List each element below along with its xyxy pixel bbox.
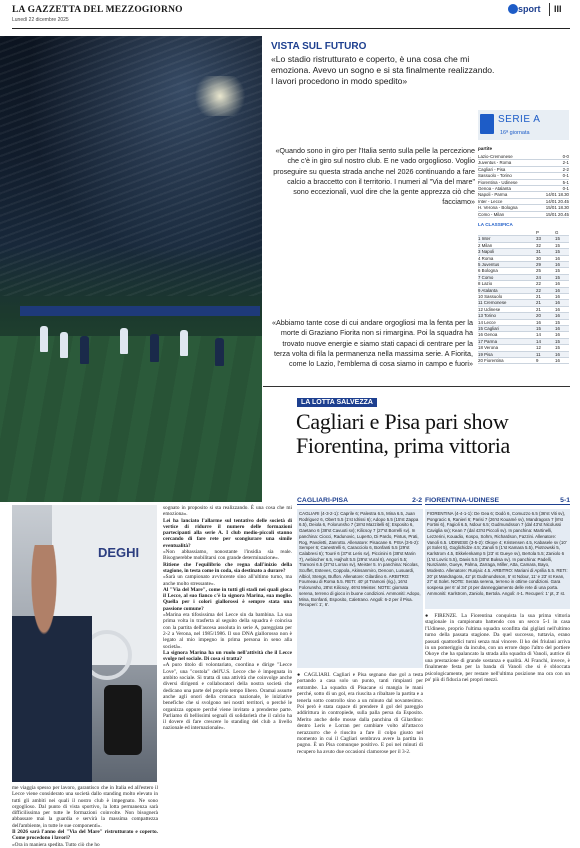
serie-a-title: SERIE A xyxy=(498,114,541,125)
standings-team: 16 Genoa xyxy=(478,332,498,338)
result-score: 2-2 xyxy=(562,166,569,172)
interview-question: Al "Via del Mare", come in tutti gli stadi nei quali gioca il Lecce, al suo fianco c'è la signora Marina, sua moglie. Quella per i colori giallorossi è sempre stata una passione comune? xyxy=(163,586,292,612)
standings-played: 16 xyxy=(555,294,560,299)
serie-a-logo-icon xyxy=(480,114,494,134)
standings-points: 14 xyxy=(536,338,541,344)
standings-points: 22 xyxy=(536,281,541,287)
standings-team: 8 Lazio xyxy=(478,281,493,287)
interview-column xyxy=(12,785,158,848)
interview-answer: «A puro titolo di volontariato, coordina e dirige "Lecce Love", una "costola" dell'U.S. Lecce che è impegnata in ambito sociale. Si tratta di una attività che coinvolge anche diversi dirigenti e collaboratori della nostra società che dedicano una parte del proprio tempo libero. Oramai assurte anche agli onori della cronaca nazionale, le iniziative benefiche che si svolgono nei nostri territori, o perché le organizza oppure perché viene invitato a prenderne parte. Parliamo di bellissimi segnali di solidarietà che il calcio ha il dovere di fare crescere lo standing del club a livello nazionale ed internazionale». xyxy=(163,662,292,732)
standings-points: 20 xyxy=(536,313,541,319)
result-row xyxy=(478,212,569,218)
result-score: 5-1 xyxy=(562,179,569,185)
stadium-photo xyxy=(0,36,262,502)
standings-team: 10 Sassuolo xyxy=(478,294,503,299)
standings-played: 15 xyxy=(555,242,560,248)
interview-answer: «Sarà un campionato avvincente sino all'ultimo turno, ma anche molto stressante». xyxy=(163,574,292,587)
result-score: 0-1 xyxy=(562,173,569,179)
match-score: 5-1 xyxy=(560,497,570,504)
pull-quote: «Quando sono in giro per l'Italia sento sulla pelle la percezione che c'è in giro sul nostro club. E ne vado orgoglioso. Voglio proseguire su questa strada anche nel 2026 continuando a fare calcio a braccetto con il territorio. I numeri al "Via del mare" sono eccezionali, vuol dire che la gente apprezza ciò che facciamo» xyxy=(273,146,475,207)
gazzetta-logo-icon xyxy=(508,4,518,14)
standings-points: 25 xyxy=(536,268,541,274)
standings-points: 31 xyxy=(536,249,541,255)
serie-a-round: 16ª giornata xyxy=(500,130,530,136)
result-match: Como - Milan xyxy=(478,211,505,217)
speaker-figure xyxy=(12,545,92,782)
interview-column xyxy=(163,505,292,732)
newspaper-title: LA GAZZETTA DEL MEZZOGIORNO xyxy=(12,5,183,15)
result-score: 15/01 20.45 xyxy=(545,211,569,217)
match-report-box: FIORENTINA (4-4-1-1): De Gea 6; Dodò 6, Comuzzo 6.5 (36'st Viti sv), Pongracic 6, Ranieri 6; Parisi 7 (26'st Kouamé sv), Mandragora 7 (8'st Fortini 6), Fagioli 6.5, Ndour 6.5; Gudmundsson 7 (dal 43'st Nicolussi Caviglia sv); Kean 7 (dal 43'st Piccoli sv). In panchina: Martinelli, Lezzerini, Kouadio, Kospo, Sohm, Richardson, Fazzini. Allenatore: Vanoli 6.5. UDINESE (3-5-2): Okoye 4; Kristensen 4.5, Kabasele sv (10' pt Solet 5), Goglichidze 4.5; Zanoli 5 (1'st Kamara 5.5), Piotrowski 5, Karlstrom 4.5, Ekkelenkamp 5 (23' st Gueye sv), Bertola 5.5; Zaniolo 6 (1'st Lovric 5.5), Davis 5.5 (30'st Buksa sv). In panchina: Padelli, Nunziante, Gueye, Palma, Zarraga, Miller, Atta, Camara, Bayo, Modesto. Allenatore: Runjaic 4.5. ARBITRO: Mariani di Aprilia 5.5. RETI: 20' pt Mandragora, 42' pt Gudmundsson, 5' st Ndour, 11' e 23' st Kean, 27' st Solet. NOTE: Serata serena, terreno in ottime condizioni. Gara sospesa per 6' al 34' pt per danneggiamento delle rete di una porta. Ammoniti: Karlstrom, Zaniolo, Bertola. Angoli: 4-1. Recuperi: 1' pt, 3' st. xyxy=(425,509,570,609)
microphone-icon xyxy=(104,685,142,755)
header-rule xyxy=(12,28,570,29)
interview-question: La signora Marina ha un ruolo nell'attività che il Lecce svolge nel sociale. Di cosa si tratta? xyxy=(163,649,292,663)
feature-lead-quote: «Lo stadio ristrutturato e coperto, è una cosa che mi emoziona. Avevo un sogno e si sta finalmente realizzando. I lavori procedono in modo spedito» xyxy=(271,54,495,86)
result-score: 2-1 xyxy=(562,160,569,166)
standings-points: 16 xyxy=(536,319,541,325)
standings-team: 19 Pisa xyxy=(478,351,493,357)
standings-points: 21 xyxy=(536,306,541,312)
advertising-board xyxy=(20,306,260,316)
standings-team: 2 Milan xyxy=(478,242,493,248)
standings-points: 21 xyxy=(536,294,541,299)
result-match: Genoa - Atalanta xyxy=(478,186,511,191)
standings-points: 21 xyxy=(536,300,541,306)
standings-points: 29 xyxy=(536,262,541,267)
standings-row xyxy=(478,358,569,364)
standings-played: 16 xyxy=(555,358,560,363)
serie-a-header xyxy=(478,110,569,140)
result-score: 14/01 18.30 xyxy=(545,192,569,198)
player-figure xyxy=(120,328,128,354)
section-label: sport xyxy=(518,4,541,14)
stadium-lights xyxy=(190,76,250,116)
match-report-box: CAGLIARI (4-3-2-1): Caprile 6; Palestra 6.5, Mina 6.5, Juan Rodriguez 6, Obert 5.5 (1'st Idrissi 6); Adopo 5.5 (15'st Zappa 6.5), Deiola 6, Folorunsho 7 (18'st Mazzitelli 6); Esposito 6, Gaetano 6 (38'st Cavuoti sv); Kilicsoy 7 (27'st Borrelli sv). In panchina: Ciocci, Radunovic, Luperto, Di Pardo, Pintus, Prati, Rog, Pavoletti, Zanrotto. Allenatore: Pisacane 6. PISA (3-5-2): Semper 6; Canestrelli 6, Caracciolo 6, Bonfanti 5.5 (29'st Calabresi 6); Touré 6 (37'st Leris sv), Piccinini 6 (38'st Marin 7), Aebischer 6.5, Højholt 5.5 (29'st Vural 6), Angori 5.5; Tramoni 6.5 (37'st Lorran sv), Meister 5. In panchina: Nicolas, Scuffet, Esteves, Coppola, Akinsanmiro, Denoon, Lusuardi, Albiol, Stengs, Buffon. Allenatore: Gilardino 6. ARBITRO: Fourneau di Roma 5.5. RETI: 40' pt Tramoni (rig.), 16'st Folorunsho, 28'st Kilicsoy, 46'st Meister. NOTE: giornata serena, terreno di gioco in buone condizioni. Ammoniti: Adopo, Mina, Bonfanti, Esposito, Caletrano. Angoli: 6-2 per il Pisa. Recuperi: 1', 6'. xyxy=(297,509,423,668)
standings-team: 6 Bologna xyxy=(478,268,498,274)
standings-played: 15 xyxy=(555,338,560,344)
result-match: Lazio-Cremonese xyxy=(478,154,513,159)
stadium-stands xyxy=(0,36,262,296)
standings-played: 15 xyxy=(555,268,560,274)
result-score: 0-0 xyxy=(562,154,569,159)
result-score: 0-1 xyxy=(562,186,569,191)
article-kicker: LA LOTTA SALVEZZA xyxy=(297,398,377,407)
article-body: ● FIRENZE. La Fiorentina conquista la sua prima vittoria stagionale in campionato battendo con un secco 5-1 in casa l'Udinese, proprio l'ultima squadra sconfitta dai gigliati nell'ultimo turno della passata stagione. Da quel successo, tuttavia, erano passati quattordici turni senza mai vincere. Il ko dei friulani arriva in un pomeriggio da incubo, con un errore dopo l'altro del portiere Okoye che ha spalancato la strada alla squadra di Vanoli, autrice di una prestazione di grande sostanza e qualità. Al Franchi, invece, è finalmente festa per la banda di Vanoli che si è sbloccata psicologicamente, per restare nell'ultima posizione ma ora con un po' più di fiducia nei propri mezzi. xyxy=(425,613,570,684)
standings-team: 3 Napoli xyxy=(478,249,495,255)
standings-played: 16 xyxy=(555,300,560,306)
standings-points: 12 xyxy=(536,345,541,351)
standings-col-points: P xyxy=(536,230,539,235)
standings-points: 24 xyxy=(536,274,541,280)
standings-played: 16 xyxy=(555,351,560,357)
standings-played: 16 xyxy=(555,262,560,267)
page-number: III xyxy=(554,4,562,14)
result-match: Cagliari - Pisa xyxy=(478,166,506,172)
issue-date: Lunedì 22 dicembre 2025 xyxy=(12,17,69,23)
standings-played: 16 xyxy=(555,313,560,319)
result-match: Fiorentina - Udinese xyxy=(478,179,518,185)
interview-answer: «Marina era tifosissima del Lecce sin da bambina. La sua prima volta in trasferta al seguito della squadra è coincisa con la partita dell'ascesa assoluta in serie A, pareggiata per 2-2 a Verona, nel 1985/1986. Il suo DNA giallorosso non è legato al mio impegno in prima persona in seno alla società». xyxy=(163,612,292,650)
standings-team: 17 Parma xyxy=(478,338,498,344)
interview-question: Lei ha lanciato l'allarme sul tentativo delle società di vertice di ridurre il numero delle formazioni partecipanti alla serie A. I club medio-piccoli stanno cercando di fare rete per scongiurare una simile eventualità? xyxy=(163,517,292,549)
interview-question: Ritiene che l'equilibrio che regna dall'inizio della stagione, in testa come in coda, sia destinato a durare? xyxy=(163,561,292,574)
standings-played: 15 xyxy=(555,236,560,242)
standings-col-played: G xyxy=(555,230,559,235)
player-figure xyxy=(215,338,224,366)
match-name: FIORENTINA-UDINESE xyxy=(425,497,500,504)
standings-played: 16 xyxy=(555,326,560,331)
standings-team: 12 Udinese xyxy=(478,306,501,312)
standings-points: 22 xyxy=(536,287,541,293)
standings-points: 15 xyxy=(536,326,541,331)
player-figure xyxy=(80,336,89,364)
president-photo xyxy=(12,505,157,782)
player-figure xyxy=(40,326,48,352)
pull-quote: «Abbiamo tante cose di cui andare orgogliosi ma la fenta per la morte di Graziano Fiorita non si rimargina. Poi la squadra ha trovato nuove energie e siamo stati capaci di centrare per la terza volta di fila la permanenza nella massima serie. A Fiorita, come lo Lazio, l'emblema di cosa siamo in campo e fuori» xyxy=(272,318,473,369)
standings-team: 1 Inter xyxy=(478,236,491,242)
standings-team: 18 Verona xyxy=(478,345,499,351)
section-rule xyxy=(263,386,570,387)
player-figure xyxy=(60,332,68,358)
result-match: Inter - Lecce xyxy=(478,198,503,204)
standings-label: LA CLASSIFICA xyxy=(478,222,513,227)
article-headline: Cagliari e Pisa pari show Fiorentina, prima vittoria xyxy=(296,409,510,458)
player-figure xyxy=(180,330,188,356)
interview-answer: «Ora in maniera spedita. Tutto ciò che ho xyxy=(12,841,100,848)
standings-team: 14 Lecce xyxy=(478,319,496,325)
match-name: CAGLIARI-PISA xyxy=(297,497,348,504)
result-score: 15/01 18.30 xyxy=(545,205,569,211)
player-figure xyxy=(150,334,159,362)
standings-played: 16 xyxy=(555,255,560,261)
standings-played: 16 xyxy=(555,306,560,312)
standings-points: 14 xyxy=(536,332,541,338)
standings-played: 15 xyxy=(555,345,560,351)
interview-answer: «Non abbassiamo, nonostante l'insidia sia reale. Bisognerebbe mobilitarsi con grande determinazione». xyxy=(163,549,292,562)
standings-team: 9 Atalanta xyxy=(478,287,498,293)
standings-played: 16 xyxy=(555,281,560,287)
interview-answer: sognato in proposito si sta realizzando. È una cosa che mi emoziona». xyxy=(163,505,292,518)
match-box-title xyxy=(425,497,570,505)
standings-played: 16 xyxy=(555,287,560,293)
serie-a-table xyxy=(478,110,569,374)
standings-played: 16 xyxy=(555,332,560,338)
interview-answer: me viaggia spesso per lavoro, garantisco che in Italia ed all'estero il Lecce viene considerato una società dallo standing molto elevato in tutti gli ambiti nei quali il nostro club è impegnato. Ne sono orgoglioso. Dal punto di vista sportivo, la lotta permanenza sarà difficilissima per tutte le formazioni coinvolte. Non bisognerà abbassare mai la guardia e servirà la massima compattezza dell'ambiente, in tutte le sue componenti». xyxy=(12,785,158,829)
result-match: Napoli - Parma xyxy=(478,192,508,198)
match-box-title xyxy=(297,497,422,505)
standings-team: 20 Fiorentina xyxy=(478,358,504,363)
standings-points: 9 xyxy=(536,358,539,363)
result-match: Sassuolo - Torino xyxy=(478,173,512,179)
standings-points: 30 xyxy=(536,255,541,261)
feature-kicker: VISTA SUL FUTURO xyxy=(271,41,367,52)
standings-points: 11 xyxy=(536,351,541,357)
standings-team: 11 Cremonese xyxy=(478,300,507,306)
result-match: Juventus - Roma xyxy=(478,160,512,166)
standings-team: 4 Roma xyxy=(478,255,494,261)
match-score: 2-2 xyxy=(412,497,422,504)
result-score: 14/01 20.45 xyxy=(545,198,569,204)
standings-team: 5 Juventus xyxy=(478,262,500,267)
interview-question: Il 2026 sarà l'anno del "Via del Mare" ristrutturato e coperto. Come procedono i lavori? xyxy=(12,829,158,842)
standings-points: 33 xyxy=(536,236,541,242)
results-label: partite xyxy=(478,146,493,151)
standings-played: 15 xyxy=(555,274,560,280)
article-body: ● CAGLIARI. Cagliari e Pisa segnano due gol a testa portando a casa solo un punto, tanti rimpianti per entrambe. La squadra di Pisacane si mangia le mani perché, sotto di un gol, era riuscita a ribaltare la partita e a tenerla sotto controllo sino a un minuto dal novantesimo. Poi però è stata capace di prendere il gol del pareggio addirittura in contropiede, sulla palla persa da Esposito. Merito anche delle mosse dalla panchina di Gilardino: dentro Leris e Lorran per cambiare volto all'attacco nerazzurro che è riuscito a fare il colpo giusto nel momento in cui il Cagliari sembrava avere la partita in pugno. È un Pisa comunque positivo. E poi nei minuti di recupero ha avuto due occasioni clamorose per il 3-2. xyxy=(297,672,423,755)
standings-played: 15 xyxy=(555,249,560,255)
standings-team: 15 Cagliari xyxy=(478,326,499,331)
masthead-divider xyxy=(549,3,550,16)
result-match: H. Verona - Bologna xyxy=(478,205,518,211)
standings-team: 13 Torino xyxy=(478,313,496,319)
standings-points: 32 xyxy=(536,242,541,248)
standings-team: 7 Como xyxy=(478,274,494,280)
standings-played: 15 xyxy=(555,319,560,325)
sponsor-logo: DEGHI xyxy=(98,545,140,560)
